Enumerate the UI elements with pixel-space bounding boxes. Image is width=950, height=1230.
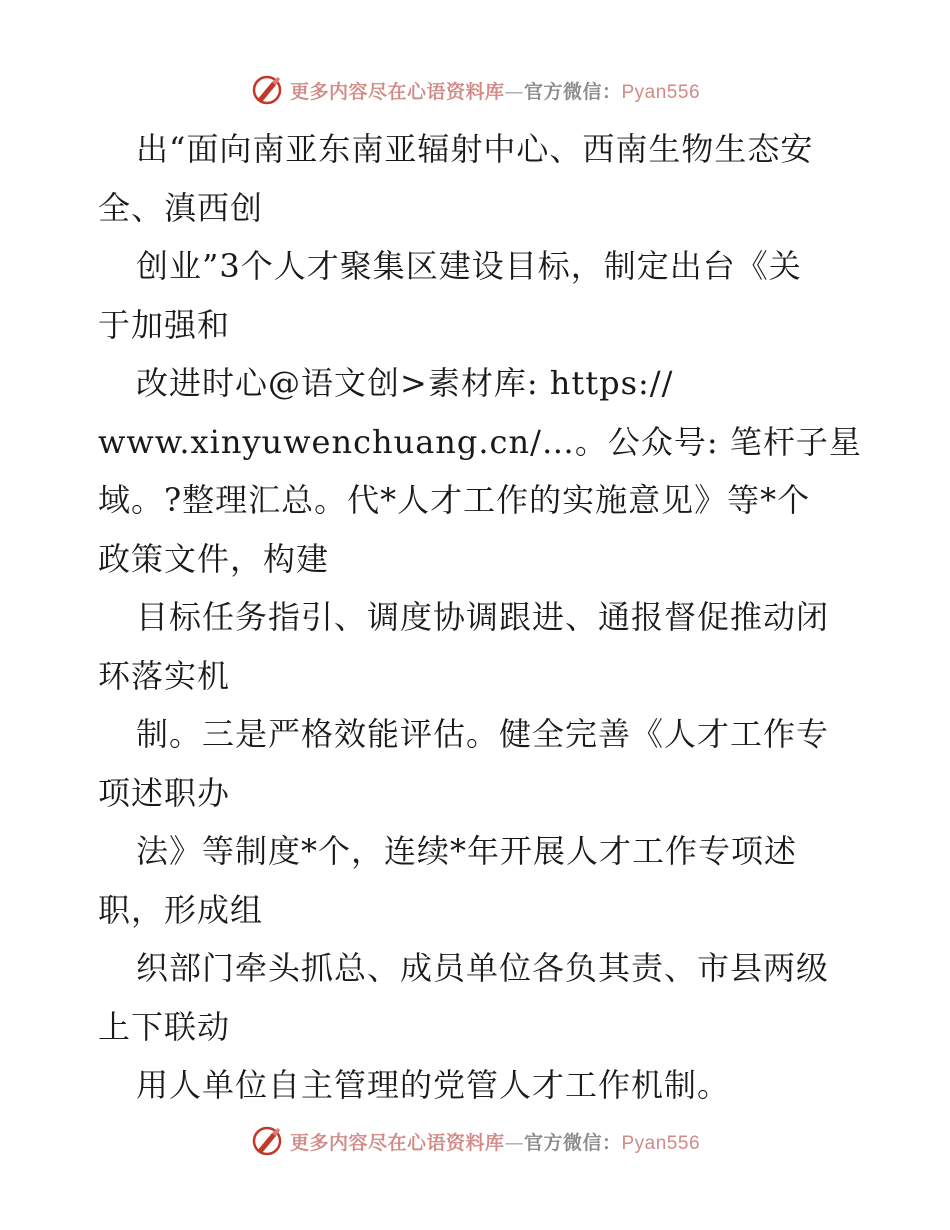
- header-text: [290, 77, 700, 104]
- header-banner: [0, 70, 950, 110]
- text-line: www.xinyuwenchuang.cn/…。公众号: 笔杆子星: [98, 422, 862, 461]
- text-line: 职，形成组: [98, 890, 264, 929]
- footer-text: [290, 1128, 700, 1155]
- footer-wechat-id: Pyan556: [621, 1132, 701, 1154]
- text-line: 改进时心@语文创>素材库: https://: [136, 364, 674, 402]
- header-official: 官方微信：: [523, 80, 622, 103]
- header-brand: 更多内容尽在心语资料库: [289, 80, 505, 103]
- text-line: 上下联动: [98, 1007, 231, 1046]
- body-text: [98, 120, 862, 1115]
- text-line: 出“面向南亚东南亚辐射中心、西南生物生态安: [136, 130, 814, 168]
- quill-logo-icon: [250, 1124, 284, 1158]
- text-line: 全、滇西创: [98, 188, 264, 227]
- text-line: 政策文件，构建: [98, 539, 330, 578]
- text-line: 域。?整理汇总。代*人才工作的实施意见》等*个: [98, 481, 811, 519]
- footer-banner: [0, 1121, 950, 1161]
- text-line: 创业”3个人才聚集区建设目标，制定出台《关: [136, 247, 802, 285]
- header-dash: —: [504, 80, 524, 103]
- text-line: 项述职办: [98, 773, 231, 812]
- quill-logo-icon: [250, 73, 284, 107]
- text-line: 于加强和: [98, 305, 231, 344]
- text-line: 用人单位自主管理的党管人才工作机制。: [136, 1066, 731, 1104]
- text-line: 制。三是严格效能评估。健全完善《人才工作专: [136, 715, 830, 753]
- footer-official: 官方微信：: [523, 1131, 622, 1154]
- footer-brand: 更多内容尽在心语资料库: [289, 1131, 505, 1154]
- text-line: 目标任务指引、调度协调跟进、通报督促推动闭: [136, 598, 830, 636]
- text-line: 织部门牵头抓总、成员单位各负其责、市县两级: [136, 949, 830, 987]
- header-wechat-id: Pyan556: [621, 81, 701, 103]
- text-line: 环落实机: [98, 656, 231, 695]
- footer-dash: —: [504, 1131, 524, 1154]
- text-line: 法》等制度*个，连续*年开展人才工作专项述: [136, 832, 798, 870]
